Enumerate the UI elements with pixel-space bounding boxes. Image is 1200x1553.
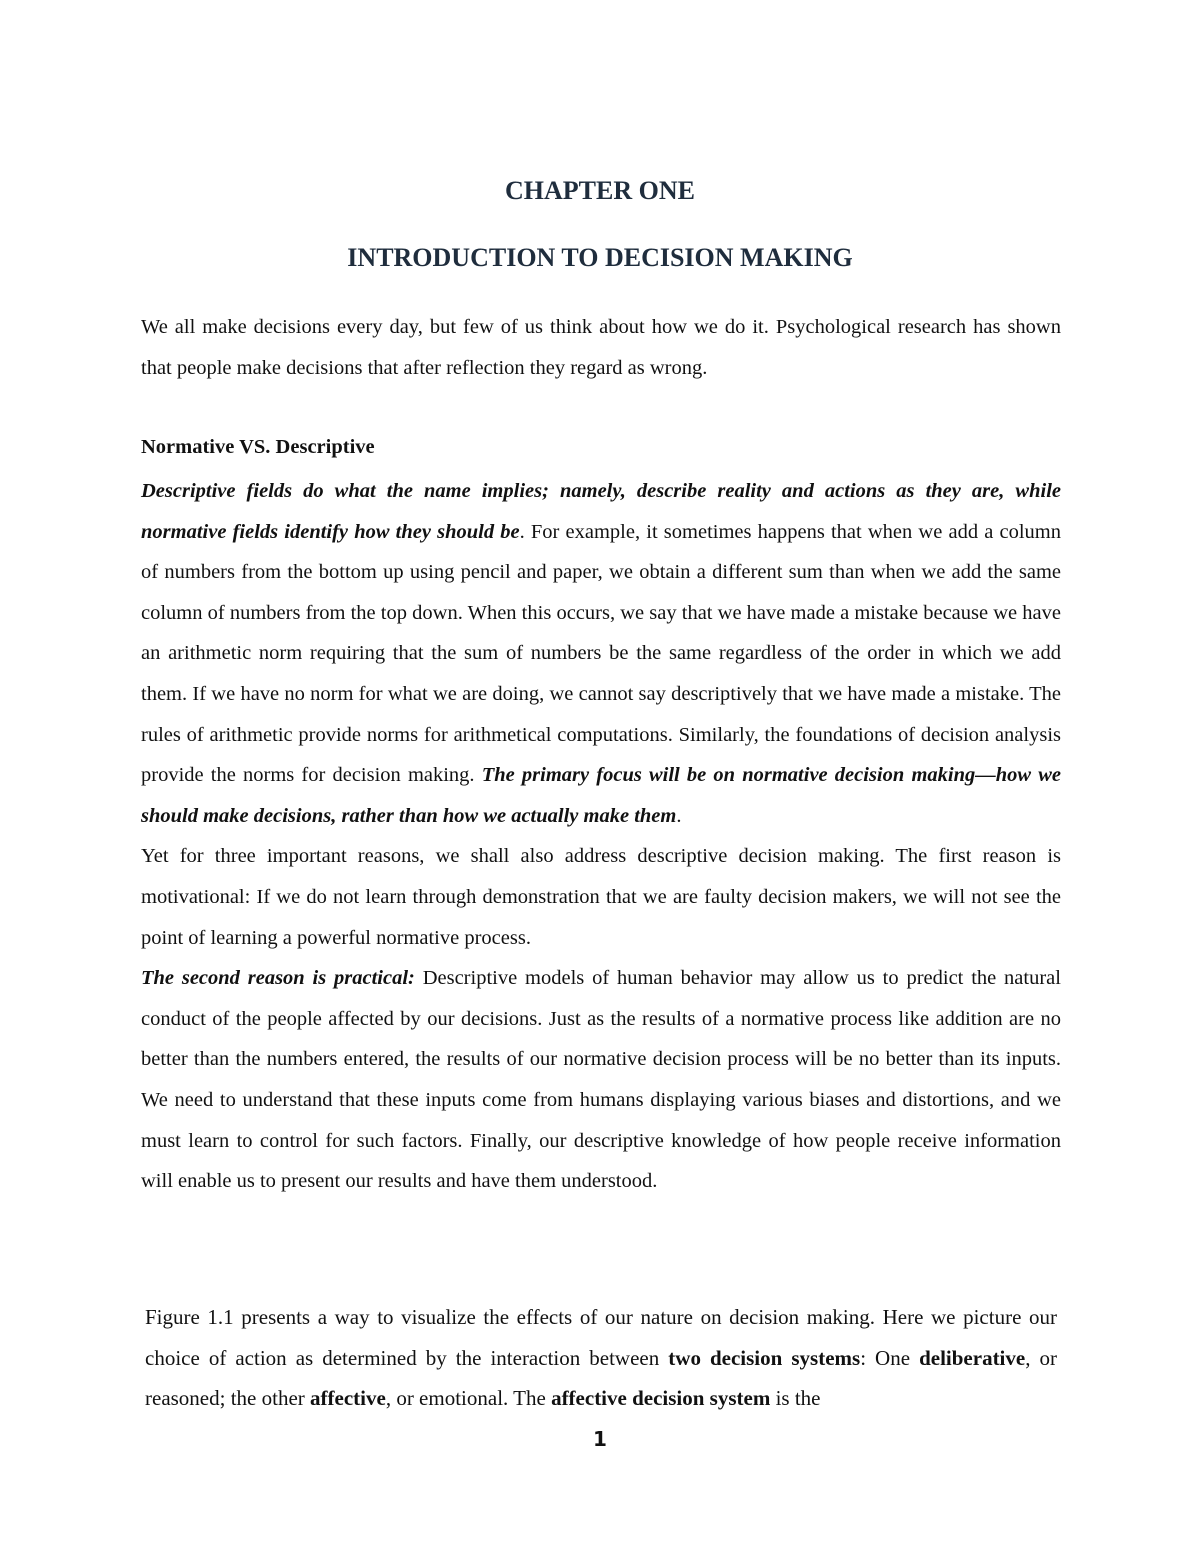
emphasis-definition: Descriptive fields do what the name implies; namely, describe reality and actions as they are, while normative fields identify how they should be [141,480,1061,543]
section-body [141,471,1061,1202]
intro-paragraph: We all make decisions every day, but few of us think about how we do it. Psychological research has shown that people make decisions that after reflection they regard as wrong. [141,316,1061,379]
emphasis-two-decision-systems: two decision systems [668,1345,861,1370]
emphasis-second-reason: The second reason is practical: [141,967,415,990]
emphasis-affective-decision-system: affective decision system [551,1386,771,1411]
paragraph-end: . [676,804,682,827]
emphasis-deliberative: deliberative [919,1345,1026,1370]
paragraph-second-reason [141,958,1061,1202]
paragraph-text: Descriptive models of human behavior may allow us to predict the natural conduct of the people affected by our decisions. Just as the results of a normative process like addition are no better than the numbers entered, the results of our normative decision process will be no better than its inputs. We need to understand that these inputs come from humans displaying various biases and distortions, and we must learn to control for such factors. Finally, our descriptive knowledge of how people receive information will enable us to present our results and have them understood. [141,967,1061,1193]
paragraph-text: , or reasoned; the other [145,1345,1057,1411]
emphasis-primary-focus: The primary focus will be on normative decision making—how we should make decisions, rather than how we actually make them [141,764,1061,827]
paragraph-text: : One [860,1345,920,1370]
chapter-subtitle: INTRODUCTION TO DECISION MAKING [347,243,853,272]
page-number: 1 [593,1427,607,1451]
paragraph-text: , or emotional. The [385,1386,552,1411]
section-heading: Normative VS. Descriptive [141,436,375,458]
paragraph-three-reasons: Yet for three important reasons, we shall also address descriptive decision making. The first reason is motivational: If we do not learn through demonstration that we are faulty decision makers, we will not see the point of learning a powerful normative process. [141,845,1061,949]
paragraph-text: . For example, it sometimes happens that when we add a column of numbers from the bottom up using pencil and paper, we obtain a different sum than when we add the same column of numbers from the top down. When this occurs, we say that we have made a mistake because we have an arithmetic norm requiring that the sum of numbers be the same regardless of the order in which we add them. If we have no norm for what we are doing, we cannot say descriptively that we have made a mistake. The rules of arithmetic provide norms for arithmetical computations. Similarly, the foundations of decision analysis provide the norms for decision making. [141,520,1061,787]
figure-paragraph [145,1297,1057,1419]
paragraph-text: is the [770,1386,821,1411]
paragraph-text: Figure 1.1 presents a way to visualize the effects of our nature on decision making. Here we picture our choice of action as determined by the interaction between [145,1305,1057,1370]
emphasis-affective: affective [310,1386,386,1411]
chapter-title: CHAPTER ONE [505,176,695,205]
paragraph-normative-descriptive [141,471,1061,836]
